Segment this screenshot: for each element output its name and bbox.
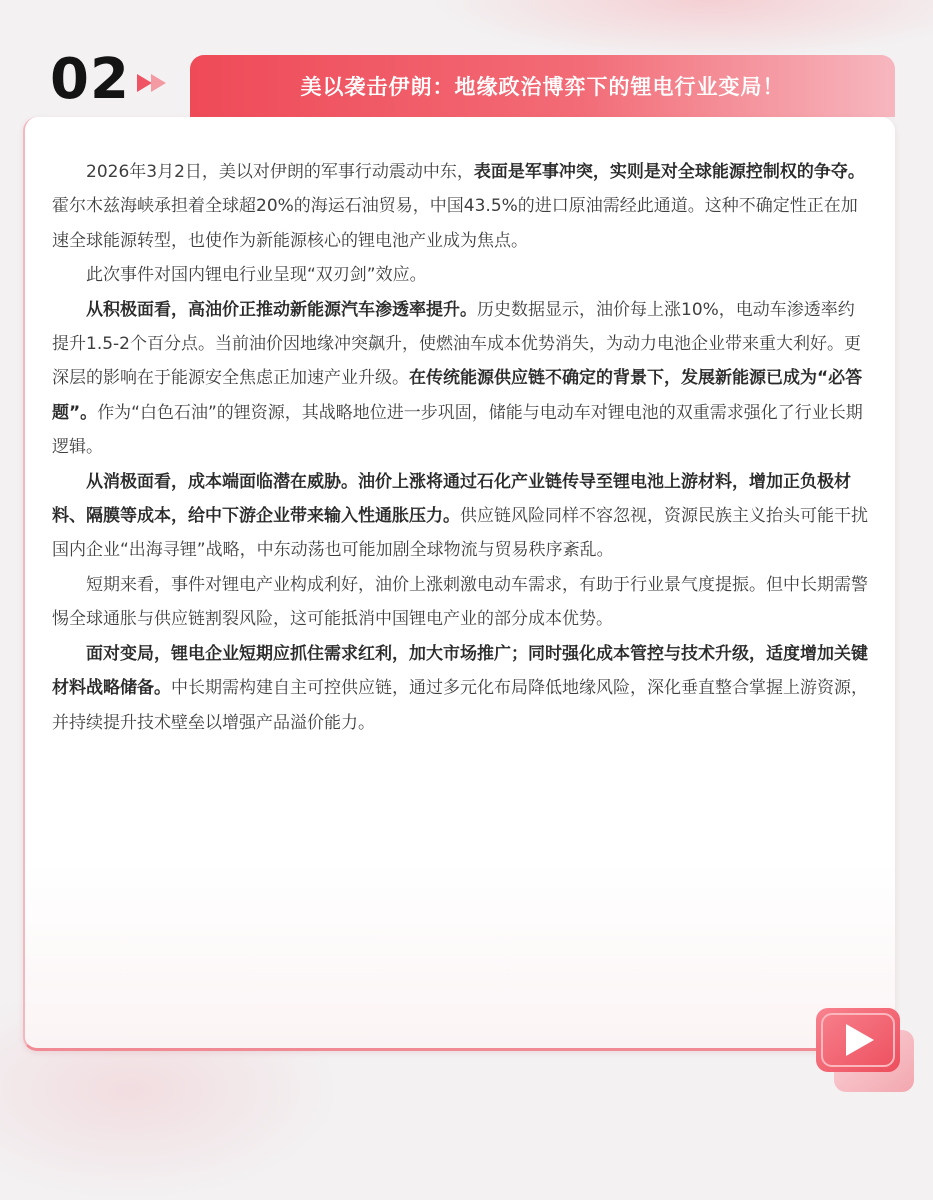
emphasis-text: 在传统能源供应链不确定的背景下，发展新能源已成为“必答题”。 bbox=[52, 368, 863, 423]
article-paragraph bbox=[52, 258, 870, 292]
emphasis-text: 表面是军事冲突，实则是对全球能源控制权的争夺。 bbox=[473, 162, 865, 182]
body-text: 历史数据显示，油价每上涨10%，电动车渗透率约提升1.5-2个百分点。当前油价因地缘冲突飙升，使燃油车成本优势消失，为动力电池企业带来重大利好。更深层的影响在于能源安全焦虑正加速产业升级。 bbox=[52, 299, 861, 389]
body-text: 供应链风险同样不容忽视，资源民族主义抬头可能干扰国内企业“出海寻锂”战略，中东动荡也可能加剧全球物流与贸易秩序紊乱。 bbox=[52, 506, 868, 561]
article-paragraph bbox=[52, 568, 870, 637]
body-text: 短期来看，事件对锂电产业构成利好，油价上涨刺激电动车需求，有助于行业景气度提振。但中长期需警惕全球通胀与供应链割裂风险，这可能抵消中国锂电产业的部分成本优势。 bbox=[52, 574, 868, 630]
article-paragraph bbox=[52, 293, 870, 465]
article-paragraph bbox=[52, 155, 870, 258]
emphasis-text: 面对变局，锂电企业短期应抓住需求红利，加大市场推广；同时强化成本管控与技术升级，适度增加关键材料战略储备。 bbox=[52, 643, 868, 699]
background-decoration bbox=[430, 0, 933, 60]
body-text: 中长期需构建自主可控供应链，通过多元化布局降低地缘风险，深化垂直整合掌握上游资源，并持续提升技术壁垒以增强产品溢价能力。 bbox=[52, 678, 868, 733]
article-paragraph bbox=[52, 637, 870, 740]
body-text: 2026年3月2日，美以对伊朗的军事行动震动中东， bbox=[86, 162, 474, 182]
emphasis-text: 从积极面看，高油价正推动新能源汽车渗透率提升。 bbox=[86, 299, 477, 320]
article-body bbox=[52, 155, 870, 740]
double-right-arrow-icon bbox=[137, 72, 171, 94]
section-title: 美以袭击伊朗：地缘政治博弈下的锂电行业变局！ bbox=[190, 55, 895, 117]
article-paragraph bbox=[52, 465, 870, 568]
section-number: 02 bbox=[50, 47, 130, 112]
emphasis-text: 从消极面看，成本端面临潜在威胁。油价上涨将通过石化产业链传导至锂电池上游材料，增加正负极材料、隔膜等成本，给中下游企业带来输入性通胀压力。 bbox=[52, 471, 851, 527]
body-text: 霍尔木兹海峡承担着全球超20%的海运石油贸易，中国43.5%的进口原油需经此通道。这种不确定性正在加速全球能源转型，也使作为新能源核心的锂电池产业成为焦点。 bbox=[52, 196, 858, 251]
body-text: 作为“白色石油”的锂资源，其战略地位进一步巩固，储能与电动车对锂电池的双重需求强化了行业长期逻辑。 bbox=[52, 402, 863, 458]
body-text: 此次事件对国内锂电行业呈现“双刃剑”效应。 bbox=[86, 265, 427, 286]
play-button-icon[interactable] bbox=[812, 1004, 922, 1099]
